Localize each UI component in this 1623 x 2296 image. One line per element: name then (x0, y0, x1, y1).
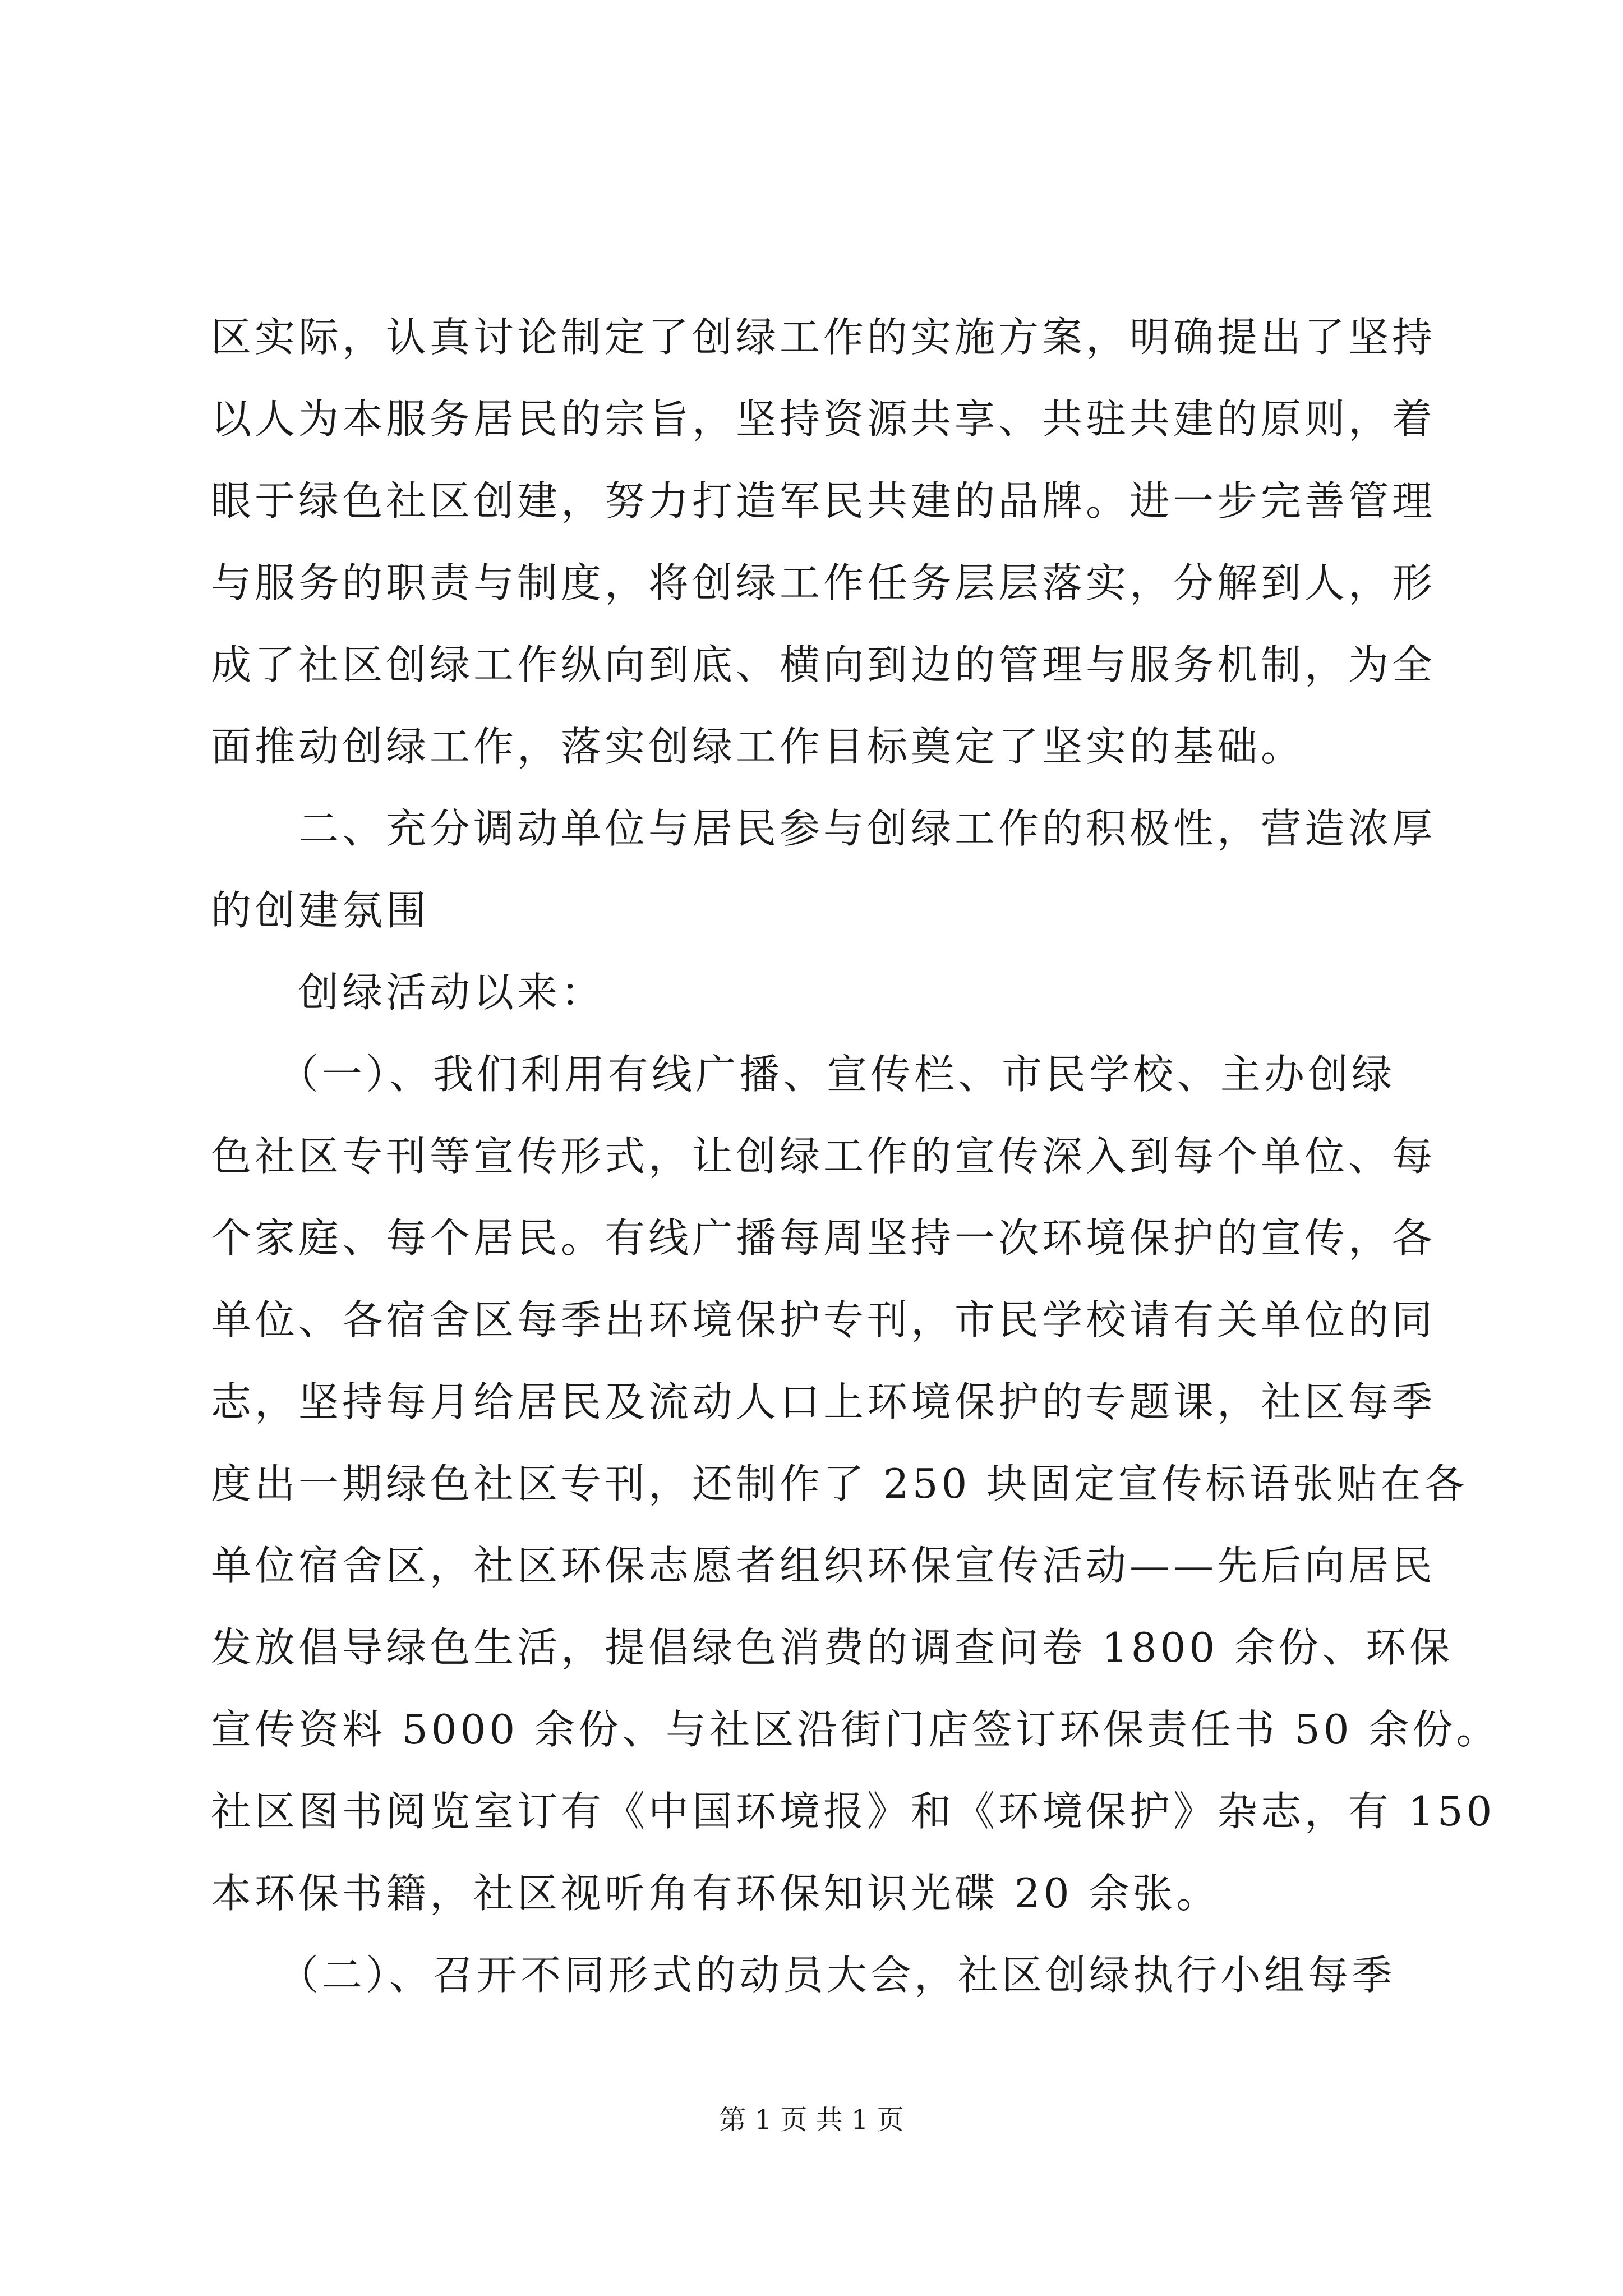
body-text (211, 296, 1500, 2016)
section-heading-line: 二、充分调动单位与居民参与创绿工作的积极性，营造浓厚 (211, 805, 1436, 852)
text-line: 区实际，认真讨论制定了创绿工作的实施方案，明确提出了坚持 (211, 314, 1436, 361)
text-line: 个家庭、每个居民。有线广播每周坚持一次环境保护的宣传，各 (211, 1214, 1436, 1262)
text-line: 度出一期绿色社区专刊，还制作了 250 块固定宣传标语张贴在各 (211, 1460, 1468, 1507)
text-line: 与服务的职责与制度，将创绿工作任务层层落实，分解到人，形 (211, 559, 1436, 606)
text-line: （一）、我们利用有线广播、宣传栏、市民学校、主办创绿 (211, 1051, 1396, 1098)
text-line: 色社区专刊等宣传形式，让创绿工作的宣传深入到每个单位、每 (211, 1133, 1436, 1180)
text-line: 创绿活动以来： (211, 969, 605, 1016)
text-line: 成了社区创绿工作纵向到底、横向到边的管理与服务机制，为全 (211, 641, 1436, 688)
text-line: 发放倡导绿色生活，提倡绿色消费的调查问卷 1800 余份、环保 (211, 1624, 1454, 1671)
text-line: （二）、召开不同形式的动员大会，社区创绿执行小组每季 (211, 1952, 1396, 1999)
text-line: 本环保书籍，社区视听角有环保知识光碟 20 余张。 (211, 1870, 1220, 1917)
text-line: 志，坚持每月给居民及流动人口上环境保护的专题课，社区每季 (211, 1378, 1436, 1425)
page-footer: 第 1 页 共 1 页 (719, 2104, 904, 2136)
text-line: 单位、各宿舍区每季出环境保护专刊，市民学校请有关单位的同 (211, 1296, 1436, 1343)
text-line: 单位宿舍区，社区环保志愿者组织环保宣传活动——先后向居民 (211, 1542, 1436, 1589)
text-line: 面推动创绿工作，落实创绿工作目标奠定了坚实的基础。 (211, 723, 1305, 770)
section-heading-line: 的创建氛围 (211, 887, 430, 934)
text-line: 宣传资料 5000 余份、与社区沿街门店签订环保责任书 50 余份。 (211, 1706, 1500, 1753)
text-line: 眼于绿色社区创建，努力打造军民共建的品牌。进一步完善管理 (211, 477, 1436, 524)
text-line: 社区图书阅览室订有《中国环境报》和《环境保护》杂志，有 150 (211, 1788, 1496, 1835)
text-line: 以人为本服务居民的宗旨，坚持资源共享、共驻共建的原则，着 (211, 395, 1436, 443)
